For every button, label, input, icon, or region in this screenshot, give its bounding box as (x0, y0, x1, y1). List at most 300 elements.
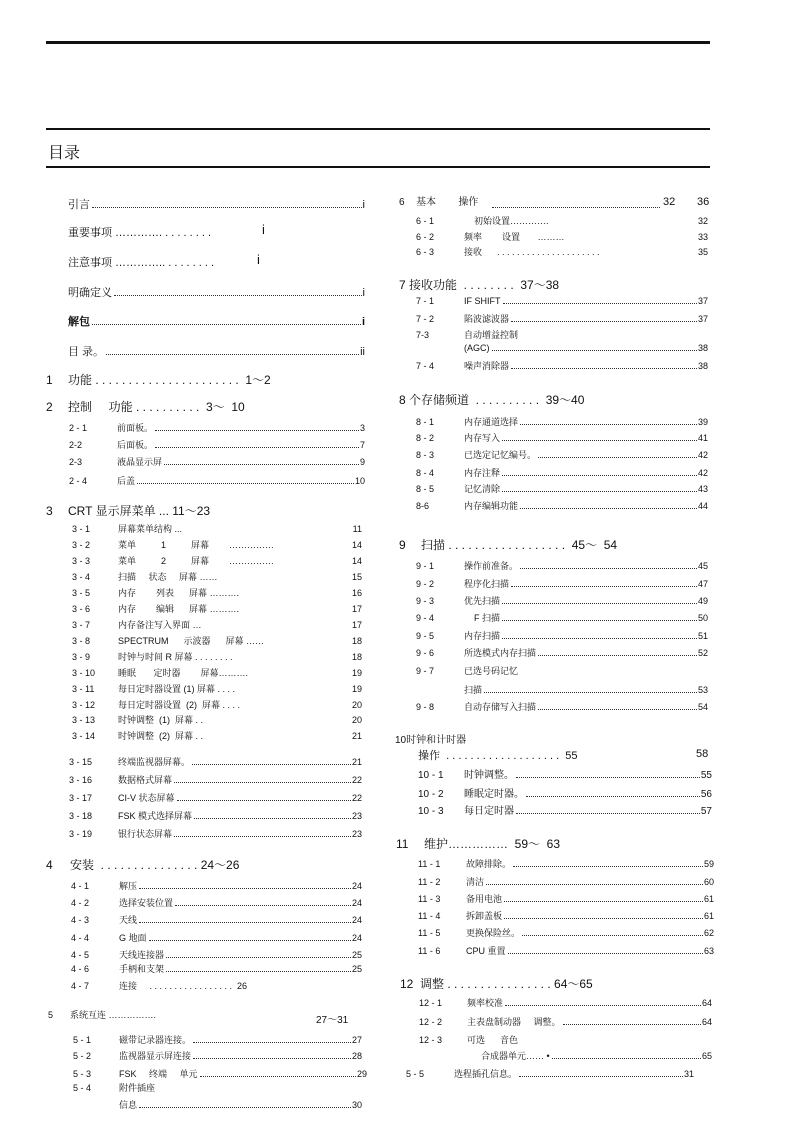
toc-entry[interactable] (416, 466, 708, 479)
toc-entry-label: 已选号码记忆 (464, 666, 519, 676)
toc-entry[interactable] (416, 415, 708, 428)
toc-entry[interactable] (73, 1033, 362, 1046)
toc-entry-number: 4 - 6 (71, 964, 90, 974)
toc-entry[interactable] (416, 230, 708, 243)
toc-entry[interactable] (416, 312, 708, 325)
toc-entry[interactable] (406, 1067, 694, 1080)
toc-entry[interactable] (418, 944, 714, 957)
toc-entry[interactable] (416, 559, 708, 572)
toc-entry-label: 程序化扫描 (464, 579, 510, 589)
toc-entry-number: 3 (46, 504, 53, 518)
dot-leader (520, 424, 697, 425)
toc-entry-page: 41 (697, 433, 708, 443)
toc-entry[interactable] (69, 809, 362, 822)
toc-entry-label: 内存编辑功能 (464, 501, 519, 511)
toc-entry[interactable] (399, 536, 617, 553)
toc-entry-page: 55 (700, 770, 712, 781)
toc-entry-label: 连接 . . . . . . . . . . . . . . . . . 26 (119, 981, 248, 991)
dot-leader (508, 953, 703, 954)
toc-entry[interactable] (416, 577, 708, 590)
toc-entry-label: 自动存储写入扫描 (464, 702, 537, 712)
toc-entry-label: CRT 显示屏菜单 ... 11〜23 (68, 504, 211, 518)
toc-entry[interactable] (68, 284, 365, 300)
toc-entry[interactable] (71, 962, 362, 975)
toc-entry[interactable] (481, 1049, 712, 1062)
page-title: 目录 (48, 145, 81, 162)
toc-entry-page: 42 (697, 450, 708, 460)
dot-leader (484, 692, 697, 693)
toc-entry[interactable] (72, 618, 362, 631)
toc-entry-label: i (257, 252, 260, 267)
toc-page-number: 58 (696, 748, 709, 760)
toc-entry-page: 25 (351, 950, 362, 960)
toc-entry-page: 65 (701, 1051, 712, 1061)
toc-entry-number: 4 - 7 (71, 981, 90, 991)
toc-entry-label: 后盖 (117, 476, 136, 486)
dot-leader (166, 957, 351, 958)
toc-entry[interactable] (464, 683, 708, 696)
toc-entry[interactable] (396, 835, 560, 852)
toc-entry[interactable] (416, 448, 708, 461)
toc-entry[interactable] (416, 629, 708, 642)
toc-entry-number: 3 - 8 (72, 636, 91, 646)
toc-entry-number: 7 - 2 (416, 314, 435, 324)
toc-entry-page: 17 (351, 620, 362, 630)
toc-entry[interactable] (71, 948, 362, 961)
toc-entry[interactable] (418, 892, 714, 905)
toc-entry-label: 每日定时器 (464, 806, 514, 817)
toc-entry-number: 9 (399, 538, 406, 552)
toc-entry-page: 20 (351, 715, 362, 725)
toc-entry[interactable] (419, 1015, 712, 1028)
toc-entry[interactable] (119, 1098, 362, 1111)
toc-entry-number: 7-3 (416, 330, 430, 340)
toc-entry-number: 12 (400, 977, 414, 991)
title-bottom-rule (46, 166, 710, 168)
toc-entry-number: 10 - 1 (418, 770, 444, 781)
toc-entry[interactable] (416, 646, 708, 659)
toc-entry-label: 系统互连 ……………. (70, 1010, 157, 1020)
toc-entry-label: 每日定时器设置 (2) 屏幕 . . . . (118, 700, 241, 710)
dot-leader (511, 321, 697, 322)
toc-entry[interactable] (418, 766, 712, 781)
toc-entry-page: 53 (697, 685, 708, 695)
toc-entry[interactable] (419, 1033, 518, 1046)
toc-entry[interactable] (72, 666, 362, 679)
toc-entry[interactable] (416, 594, 708, 607)
toc-entry-number: 12 - 3 (419, 1035, 443, 1045)
toc-entry-label: 睡眠定时器。 (464, 789, 524, 800)
toc-entry-label: 时钟调整 (1) 屏幕 . . (118, 715, 204, 725)
dot-leader (504, 918, 703, 919)
toc-entry[interactable] (72, 554, 362, 567)
dot-leader (106, 354, 359, 355)
toc-entry[interactable] (48, 1008, 156, 1021)
toc-entry[interactable] (68, 313, 365, 329)
toc-entry[interactable] (68, 196, 365, 212)
toc-entry-label: 液晶显示屏 (117, 457, 163, 467)
toc-entry-number: 9 - 2 (416, 579, 435, 589)
toc-entry-label: 初始设置…………. (474, 216, 549, 226)
toc-entry[interactable] (399, 391, 584, 408)
toc-entry-page: 29 (356, 1069, 367, 1079)
dot-leader (502, 620, 697, 621)
toc-entry-number: 3 - 7 (72, 620, 91, 630)
dot-leader (526, 796, 700, 797)
toc-entry-page: 64 (701, 1017, 712, 1027)
toc-entry[interactable] (399, 193, 478, 208)
toc-entry-label: 扫描 状态 屏幕 …… (118, 572, 218, 582)
toc-entry-page: 22 (351, 793, 362, 803)
toc-entry-label: 重要事项 …………. . . . . . . . . (68, 227, 212, 239)
toc-entry-page: 19 (351, 668, 362, 678)
toc-entry-number: 11 - 6 (418, 946, 441, 956)
toc-entry-number: 3 - 2 (72, 540, 91, 550)
toc-entry-page: 63 (703, 946, 714, 956)
toc-entry-number: 11 - 1 (418, 859, 441, 869)
dot-leader (503, 303, 697, 304)
toc-entry-page: 23 (351, 811, 362, 821)
toc-entry-page: 54 (697, 702, 708, 712)
toc-entry-label: 每日定时器设置 (1) 屏幕 . . . . (118, 684, 236, 694)
toc-entry-number: 4 - 3 (71, 915, 90, 925)
toc-entry[interactable] (416, 611, 708, 624)
dot-leader (538, 655, 697, 656)
dot-leader (511, 368, 697, 369)
toc-entry-label: 7 接收功能 . . . . . . . . 37〜38 (399, 278, 560, 292)
toc-entry-number: 12 - 1 (419, 998, 443, 1008)
toc-entry-label: 扫描 (464, 685, 483, 695)
toc-entry-label: 内存 列表 屏幕 ………. (118, 588, 240, 598)
toc-entry[interactable] (418, 926, 714, 939)
toc-entry[interactable] (416, 328, 518, 341)
toc-entry-label: 10时钟和计时器 (395, 735, 467, 746)
toc-entry-label: 解包 (68, 316, 90, 328)
dot-leader (492, 350, 697, 351)
toc-entry-page: 22 (351, 775, 362, 785)
toc-entry-number: 11 (396, 837, 409, 851)
toc-entry[interactable] (72, 650, 362, 663)
dot-leader (538, 457, 697, 458)
toc-entry[interactable] (73, 1067, 367, 1080)
toc-entry-number: 2-2 (69, 440, 83, 450)
dot-leader (149, 940, 351, 941)
toc-entry-number: 2 (46, 400, 53, 414)
toc-entry-number: 11 - 2 (418, 877, 441, 887)
toc-entry-label: 噪声消除器 (464, 361, 510, 371)
toc-entry[interactable] (72, 634, 362, 647)
toc-entry-page: 47 (697, 579, 708, 589)
dot-leader (174, 836, 351, 837)
dot-leader (137, 483, 354, 484)
toc-entry-number: 6 - 2 (416, 232, 435, 242)
toc-entry[interactable] (72, 538, 362, 551)
top-rule (46, 41, 710, 44)
toc-entry-number: 12 - 2 (419, 1017, 443, 1027)
toc-entry[interactable] (395, 731, 466, 746)
toc-entry-page: 24 (351, 933, 362, 943)
toc-entry-page: 61 (703, 911, 714, 921)
toc-entry-label: 维护…………… 59〜 63 (424, 837, 561, 851)
toc-entry-number: 5 - 3 (73, 1069, 92, 1079)
toc-entry-page: 27 (351, 1035, 362, 1045)
toc-entry[interactable] (71, 979, 247, 992)
toc-entry-number: 8 - 4 (416, 468, 435, 478)
toc-entry-page: 42 (697, 468, 708, 478)
title-top-rule (46, 128, 710, 130)
toc-entry-page: 14 (351, 556, 362, 566)
dot-leader (538, 709, 697, 710)
toc-entry-page: 3 (359, 423, 365, 433)
toc-entry-number: 3 - 5 (72, 588, 91, 598)
toc-entry[interactable] (416, 482, 708, 495)
toc-entry-number: 7 - 1 (416, 296, 435, 306)
toc-entry[interactable] (416, 499, 708, 512)
toc-entry[interactable] (68, 224, 211, 240)
toc-entry[interactable] (416, 664, 518, 677)
toc-entry-label: 内存注释 (464, 468, 501, 478)
toc-entry[interactable] (69, 438, 365, 451)
toc-entry-page: 11 (352, 524, 362, 534)
dot-leader (502, 475, 697, 476)
toc-entry-label: 选程插孔信息。 (454, 1069, 518, 1079)
toc-entry[interactable] (72, 682, 362, 695)
toc-entry[interactable] (69, 755, 362, 768)
toc-entry-number: 4 - 5 (71, 950, 90, 960)
toc-entry-number: 3 - 11 (72, 684, 95, 694)
toc-entry-number: 3 - 12 (72, 700, 96, 710)
toc-entry-number: 3 - 3 (72, 556, 91, 566)
toc-entry[interactable] (46, 502, 210, 519)
toc-entry-label: CPU 重置 (466, 946, 506, 956)
toc-entry-label: 屏幕菜单结构 ... (118, 524, 183, 534)
toc-entry[interactable] (69, 455, 365, 468)
toc-entry-page: 33 (697, 232, 708, 242)
toc-entry-page: 10 (354, 476, 365, 486)
toc-entry[interactable] (72, 602, 362, 615)
toc-entry-page: ii (360, 346, 365, 358)
toc-entry-label: 手柄和支架 (119, 964, 165, 974)
toc-entry[interactable] (68, 343, 365, 359)
toc-entry[interactable] (418, 802, 712, 817)
toc-entry-page: 51 (697, 631, 708, 641)
toc-entry-number: 3 - 1 (72, 524, 91, 534)
toc-entry-label: 选择安装位置 (119, 898, 174, 908)
toc-entry[interactable] (69, 827, 362, 840)
toc-entry-number: 7 - 4 (416, 361, 435, 371)
toc-entry-label: 内存扫描 (464, 631, 501, 641)
toc-entry-number: 8 - 3 (416, 450, 435, 460)
toc-entry[interactable] (416, 214, 708, 227)
toc-entry-label: 已选定记忆编号。 (464, 450, 537, 460)
toc-entry-label: 银行状态屏幕 (118, 829, 173, 839)
toc-entry-page: 61 (703, 894, 714, 904)
toc-entry-label: 接收 . . . . . . . . . . . . . . . . . . . . . (464, 247, 600, 257)
toc-entry-page: 24 (351, 881, 362, 891)
toc-entry-page: 17 (351, 604, 362, 614)
toc-entry-number: 5 - 5 (406, 1069, 425, 1079)
dot-leader (516, 813, 700, 814)
dot-leader (505, 1005, 701, 1006)
toc-entry[interactable] (68, 254, 214, 270)
toc-entry-label: F 扫描 (474, 613, 500, 623)
toc-entry-number: 5 - 2 (73, 1051, 92, 1061)
toc-entry-number: 9 - 5 (416, 631, 435, 641)
toc-entry[interactable] (416, 700, 708, 713)
toc-entry[interactable] (416, 431, 708, 444)
toc-entry-label: 记忆清除 (464, 484, 501, 494)
toc-entry-label: 内存备注写入界面 … (118, 620, 202, 630)
toc-entry-number: 1 (46, 373, 53, 387)
toc-entry[interactable] (73, 1049, 362, 1062)
toc-page-number: 36 (697, 196, 710, 208)
toc-entry-label: 安装 . . . . . . . . . . . . . . . 24〜26 (70, 858, 240, 872)
toc-entry-page: 57 (700, 806, 712, 817)
toc-entry[interactable] (418, 857, 714, 870)
toc-entry-label: CI-V 状态屏幕 (118, 793, 175, 803)
dot-leader (522, 935, 703, 936)
toc-entry-label: 解压 (119, 881, 138, 891)
dot-leader (520, 568, 697, 569)
toc-entry-label: 优先扫描 (464, 596, 501, 606)
toc-entry-label: 陷波滤波器 (464, 314, 510, 324)
toc-entry-page: 62 (703, 928, 714, 938)
toc-entry-label: 更换保险丝。 (466, 928, 521, 938)
toc-entry-label: 内存通道选择 (464, 417, 519, 427)
toc-entry[interactable] (72, 522, 362, 535)
toc-entry-page: 38 (697, 343, 708, 353)
toc-entry-number: 2 - 1 (69, 423, 88, 433)
toc-entry[interactable] (73, 1081, 155, 1094)
toc-entry-page: 14 (351, 540, 362, 550)
toc-entry-number: 4 - 4 (71, 933, 90, 943)
toc-entry-label: 菜单 2 屏幕 …………… (118, 556, 275, 566)
toc-entry[interactable] (72, 729, 362, 742)
toc-entry[interactable] (46, 856, 239, 873)
toc-entry[interactable] (71, 931, 362, 944)
toc-entry-page: 7 (359, 440, 365, 450)
toc-entry[interactable] (418, 875, 714, 888)
toc-entry[interactable] (69, 773, 362, 786)
toc-entry[interactable] (71, 896, 362, 909)
dot-leader (193, 1058, 351, 1059)
toc-entry[interactable] (71, 879, 362, 892)
toc-entry-label: 信息 (119, 1100, 138, 1110)
toc-entry[interactable] (46, 398, 245, 415)
toc-entry-number: 3 - 15 (69, 757, 93, 767)
toc-entry-label: 清洁 (466, 877, 485, 887)
toc-entry-number: 8-6 (416, 501, 430, 511)
toc-entry-label: 附件插座 (119, 1083, 156, 1093)
toc-entry-page: 18 (351, 636, 362, 646)
toc-entry-label: 备用电池 (466, 894, 503, 904)
toc-entry[interactable] (464, 343, 708, 354)
toc-entry-label: 时钟调整 (2) 屏幕 . . (118, 731, 204, 741)
toc-entry-page: i (362, 199, 365, 211)
toc-entry-label: FSK 模式选择屏幕 (118, 811, 193, 821)
toc-entry[interactable] (46, 371, 271, 388)
toc-entry-label: 睡眠 定时器 屏幕………. (118, 668, 249, 678)
dot-leader (502, 440, 697, 441)
toc-entry[interactable] (72, 570, 362, 583)
toc-entry-number: 3 - 13 (72, 715, 96, 725)
toc-entry-page: 52 (697, 648, 708, 658)
toc-entry[interactable] (262, 222, 265, 237)
toc-entry[interactable] (418, 785, 712, 800)
toc-entry-number: 8 - 2 (416, 433, 435, 443)
toc-entry-page: 31 (683, 1069, 694, 1079)
toc-entry-page: 23 (351, 829, 362, 839)
toc-page-number: 32 (663, 196, 676, 208)
toc-entry-label: G 地面 (119, 933, 147, 943)
dot-leader (155, 447, 359, 448)
dot-leader (504, 901, 703, 902)
toc-entry-page: 30 (351, 1100, 362, 1110)
toc-entry[interactable] (418, 747, 578, 763)
toc-entry-page: 32 (697, 216, 708, 226)
toc-entry[interactable] (71, 913, 362, 926)
toc-entry[interactable] (416, 296, 708, 307)
toc-entry[interactable] (418, 909, 714, 922)
toc-entry-label: 引言 (68, 199, 90, 211)
toc-entry-number: 10 - 2 (418, 789, 444, 800)
toc-entry[interactable] (419, 996, 712, 1009)
toc-entry[interactable] (69, 474, 365, 487)
dot-leader (563, 1024, 701, 1025)
toc-entry-page: 45 (697, 561, 708, 571)
dot-leader (92, 324, 361, 325)
toc-entry[interactable] (416, 245, 708, 258)
toc-entry-page: 15 (351, 572, 362, 582)
toc-entry-page: 9 (359, 457, 365, 467)
dot-leader (513, 866, 703, 867)
toc-entry[interactable] (72, 698, 362, 711)
toc-entry[interactable] (416, 359, 708, 372)
toc-entry-page: 25 (351, 964, 362, 974)
toc-entry-label: 操作前准备。 (464, 561, 519, 571)
dot-leader (175, 905, 351, 906)
toc-entry-page: 37 (697, 314, 708, 324)
toc-entry[interactable] (72, 713, 362, 726)
toc-entry[interactable] (69, 791, 362, 804)
dot-leader (552, 1058, 701, 1059)
toc-entry-label: 天线连接器 (119, 950, 165, 960)
toc-entry-label: 明确定义 (68, 287, 112, 299)
toc-entry-label: 天线 (119, 915, 138, 925)
toc-entry-label: 注意事项 ………….. . . . . . . . . (68, 257, 215, 269)
toc-entry[interactable] (69, 421, 365, 434)
toc-entry-label: SPECTRUM 示波器 屏幕 …… (118, 636, 265, 646)
toc-entry-label: 前面板。 (117, 423, 154, 433)
toc-entry-label: 可选 音色 (467, 1035, 519, 1045)
toc-entry[interactable] (72, 586, 362, 599)
toc-entry-number: 6 - 3 (416, 247, 435, 257)
toc-entry-page: 38 (697, 361, 708, 371)
toc-entry-label: 频率 设置 ……… (464, 232, 565, 242)
toc-entry-number: 3 - 14 (72, 731, 96, 741)
toc-entry-label: 控制 功能 . . . . . . . . . . 3〜 10 (68, 400, 245, 414)
toc-entry-number: 9 - 1 (416, 561, 435, 571)
toc-entry-number: 4 (46, 858, 53, 872)
toc-entry-number: 3 - 18 (69, 811, 93, 821)
toc-entry-page: 39 (697, 417, 708, 427)
toc-entry-label: 所选模式内存扫描 (464, 648, 537, 658)
toc-entry-page: 24 (351, 898, 362, 908)
toc-entry[interactable] (400, 975, 593, 992)
toc-entry[interactable] (399, 276, 559, 293)
toc-entry[interactable] (257, 252, 260, 267)
toc-entry-label: 操作 . . . . . . . . . . . . . . . . . . . 55 (418, 750, 578, 762)
